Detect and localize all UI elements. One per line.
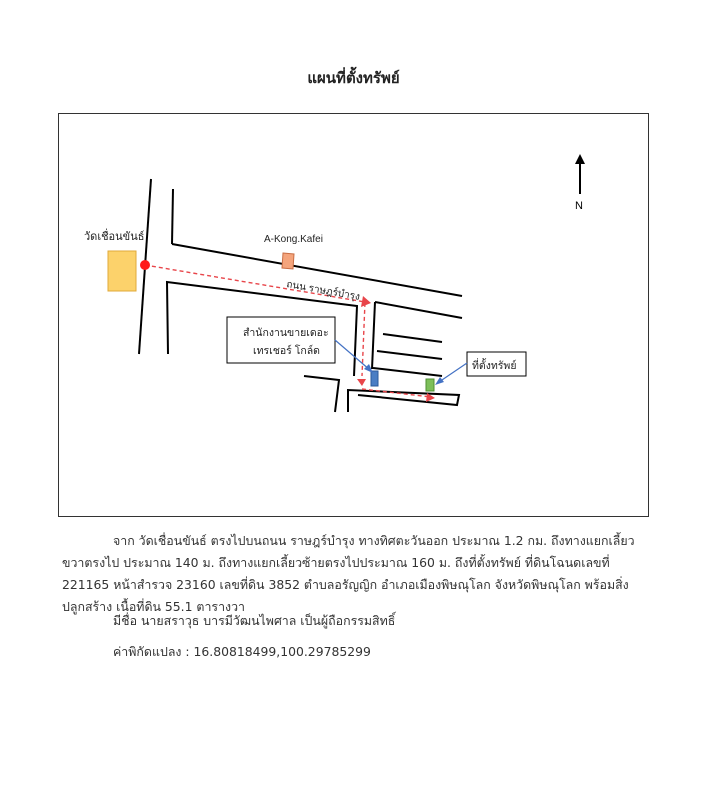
coordinates-info [113, 641, 653, 663]
sales-office-label-line1: สำนักงานขายเดอะ [243, 327, 329, 339]
north-arrow-icon [575, 154, 585, 194]
north-label: N [575, 200, 583, 212]
page-title: แผนที่ตั้งทรัพย์ [307, 69, 400, 87]
sales-office-label-line2: เทรเชอร์ โกล์ด [253, 345, 320, 357]
sales-office-marker [371, 371, 378, 386]
direction-description: จาก วัดเชื่อนขันธ์ ตรงไปบนถนน ราษฎร์บำรุง ทางทิศตะวันออก ประมาณ 1.2 กม. ถึงทางแยกเลี้ยวขวาตรงไป ประมาณ 140 ม. ถึงทางแยกเลี้ยวซ้ายตรงไปประมาณ 160 ม. ถึงที่ตั้งทรัพย์ ที่ดินโฉนดเลขที่ 221165 หน้าสำรวจ 23160 เลขที่ดิน 3852 ตำบลอรัญญิก อำเภอเมืองพิษณุโลก จังหวัดพิษณุโลก พร้อมสิ่งปลูกสร้าง เนื้อที่ดิน 55.1 ตารางวา [62, 533, 635, 614]
property-label: ที่ตั้งทรัพย์ [472, 360, 517, 372]
property-marker [426, 379, 434, 391]
temple-label: วัดเชื่อนขันธ์ [84, 231, 145, 243]
owner-info [113, 610, 653, 632]
location-map [58, 113, 649, 517]
temple-marker [108, 251, 136, 291]
road-lines [139, 179, 462, 412]
cafe-marker [282, 253, 294, 269]
start-point-marker [140, 260, 150, 270]
owner-text: มีชื่อ นายสราวุธ บารมีวัฒนไพศาล เป็นผู้ถือกรรมสิทธิ์ [113, 613, 396, 628]
road-label: ถนน ราษฎร์บำรุง [285, 279, 361, 303]
property-pointer-arrow-icon [435, 363, 467, 385]
cafe-label: A-Kong.Kafei [264, 234, 323, 245]
coordinates-text: ค่าพิกัดแปลง : 16.80818499,100.29785299 [113, 644, 371, 659]
